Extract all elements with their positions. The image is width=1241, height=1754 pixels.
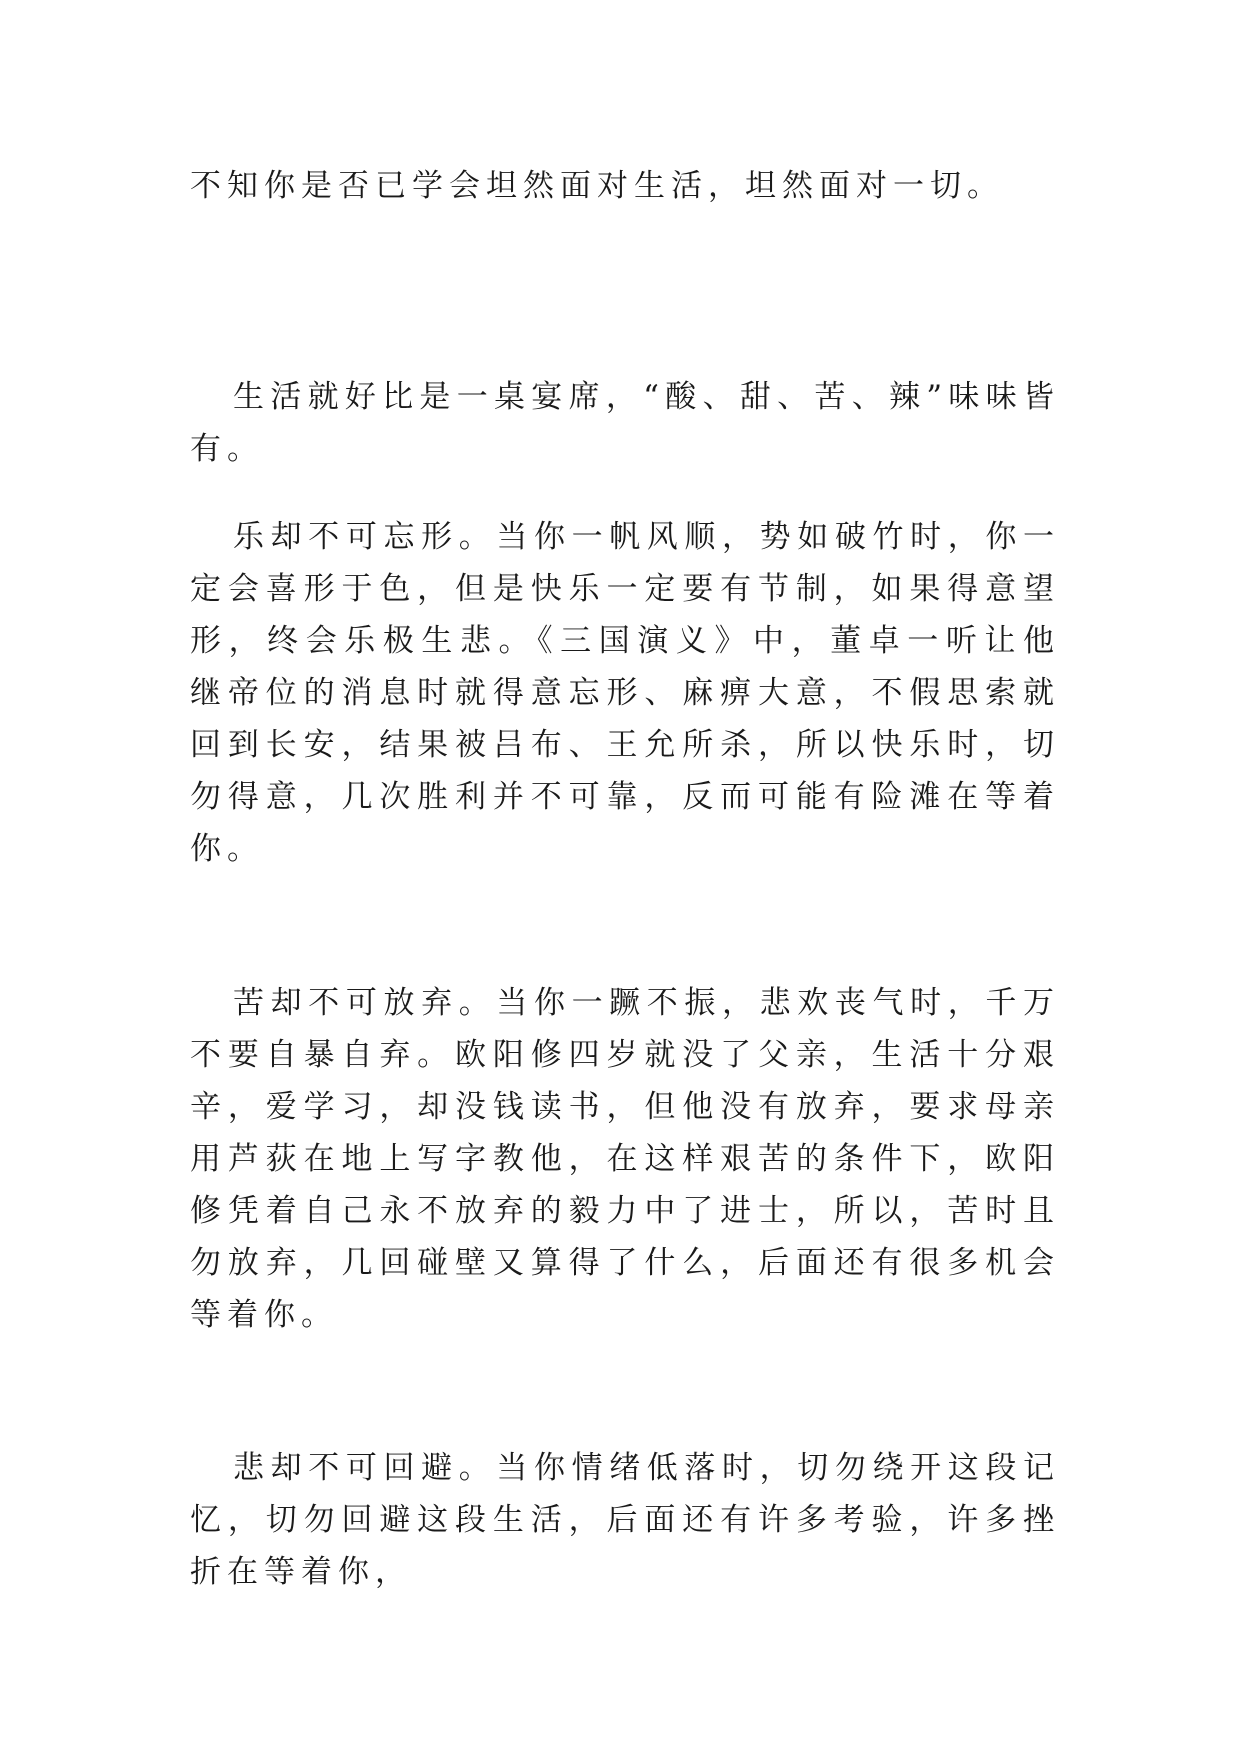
paragraph-joy: 乐却不可忘形。当你一帆风顺，势如破竹时，你一定会喜形于色，但是快乐一定要有节制，如果得意望形，终会乐极生悲。《三国演义》中，董卓一听让他继帝位的消息时就得意忘形、麻痹大意，不假思索就回到长安，结果被吕布、王允所杀，所以快乐时，切勿得意，几次胜利并不可靠，反而可能有险滩在等着你。 (190, 519, 1060, 867)
paragraph-intro: 不知你是否已学会坦然面对生活，坦然面对一切。 (190, 168, 1004, 204)
paragraph-hardship: 苦却不可放弃。当你一蹶不振，悲欢丧气时，千万不要自暴自弃。欧阳修四岁就没了父亲，生活十分艰辛，爱学习，却没钱读书，但他没有放弃，要求母亲用芦荻在地上写字教他，在这样艰苦的条件下，欧阳修凭着自己永不放弃的毅力中了进士，所以，苦时且勿放弃，几回碰壁又算得了什么，后面还有很多机会等着你。 (190, 985, 1060, 1333)
paragraph-sorrow: 悲却不可回避。当你情绪低落时，切勿绕开这段记忆，切勿回避这段生活，后面还有许多考验，许多挫折在等着你， (190, 1450, 1060, 1590)
paragraph-banquet: 生活就好比是一桌宴席，“酸、甜、苦、辣”味味皆有。 (190, 379, 1060, 467)
